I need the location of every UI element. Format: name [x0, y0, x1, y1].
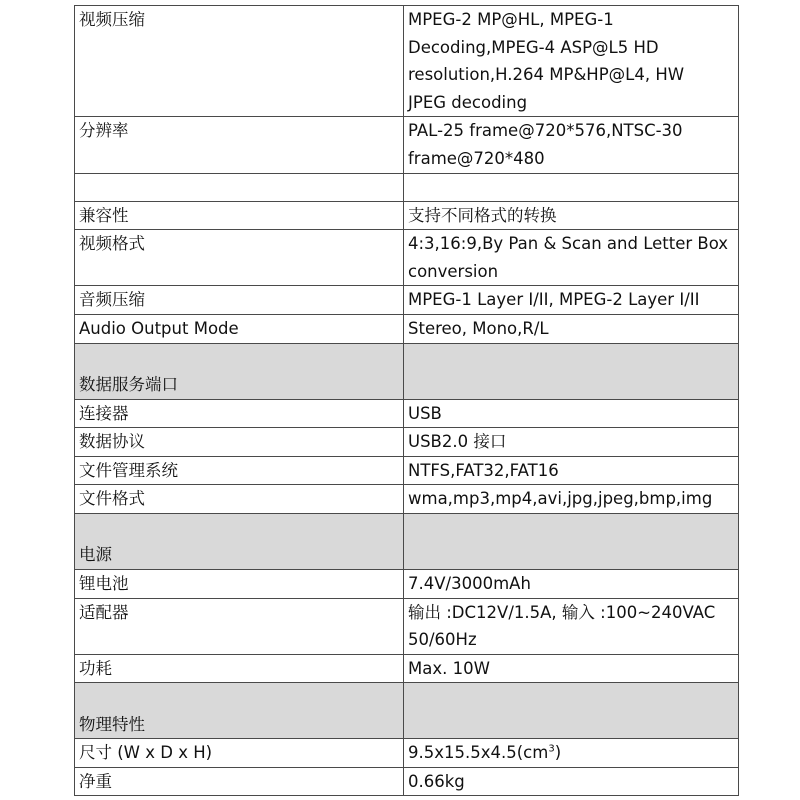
row-label: 功耗 [75, 654, 404, 683]
table-row [75, 428, 739, 457]
section-title: 电源 [75, 513, 404, 569]
dimension-value: 9.5x15.5x4.5(cm [408, 743, 549, 763]
table-row [75, 399, 739, 428]
table-row [75, 201, 739, 230]
row-value: Max. 10W [404, 654, 739, 683]
section-header-row [75, 343, 739, 399]
row-label: 视频压缩 [75, 6, 404, 117]
row-value [404, 173, 739, 201]
table-row [75, 117, 739, 173]
section-header-row [75, 513, 739, 569]
dimension-close-paren: ) [554, 743, 562, 763]
section-spacer [404, 683, 739, 739]
row-value: MPEG-1 Layer I/II, MPEG-2 Layer I/II [404, 286, 739, 315]
row-label: 文件管理系统 [75, 456, 404, 485]
row-value: USB [404, 399, 739, 428]
section-header-row [75, 683, 739, 739]
row-label: 音频压缩 [75, 286, 404, 315]
table-row [75, 286, 739, 315]
table-row [75, 456, 739, 485]
table-row [75, 314, 739, 343]
row-value [404, 739, 739, 768]
table-row [75, 230, 739, 286]
row-value: 支持不同格式的转换 [404, 201, 739, 230]
row-label [75, 173, 404, 201]
row-value: PAL-25 frame@720*576,NTSC-30 frame@720*480 [404, 117, 739, 173]
section-spacer [404, 343, 739, 399]
row-value: MPEG-2 MP@HL, MPEG-1 Decoding,MPEG-4 ASP@L5 HD resolution,H.264 MP&HP@L4, HW JPEG decoding [404, 6, 739, 117]
table-row [75, 6, 739, 117]
row-value: 7.4V/3000mAh [404, 569, 739, 598]
row-value: Stereo, Mono,R/L [404, 314, 739, 343]
row-label: Audio Output Mode [75, 314, 404, 343]
spec-table [74, 5, 739, 796]
row-value: USB2.0 接口 [404, 428, 739, 457]
row-label: 兼容性 [75, 201, 404, 230]
table-row [75, 654, 739, 683]
row-label: 连接器 [75, 399, 404, 428]
row-value: 4:3,16:9,By Pan & Scan and Letter Box conversion [404, 230, 739, 286]
unit-superscript: 3 [548, 743, 555, 755]
row-label: 锂电池 [75, 569, 404, 598]
table-row [75, 767, 739, 796]
table-row [75, 485, 739, 514]
section-title: 数据服务端口 [75, 343, 404, 399]
row-value: 输出 :DC12V/1.5A, 输入 :100~240VAC 50/60Hz [404, 598, 739, 654]
section-spacer [404, 513, 739, 569]
row-value: wma,mp3,mp4,avi,jpg,jpeg,bmp,img [404, 485, 739, 514]
row-label: 净重 [75, 767, 404, 796]
row-label: 分辨率 [75, 117, 404, 173]
table-row [75, 598, 739, 654]
row-label: 适配器 [75, 598, 404, 654]
section-title: 物理特性 [75, 683, 404, 739]
row-value: 0.66kg [404, 767, 739, 796]
table-row [75, 739, 739, 768]
row-label: 文件格式 [75, 485, 404, 514]
row-label: 视频格式 [75, 230, 404, 286]
row-label: 数据协议 [75, 428, 404, 457]
row-value: NTFS,FAT32,FAT16 [404, 456, 739, 485]
row-label: 尺寸 (W x D x H) [75, 739, 404, 768]
table-row [75, 569, 739, 598]
table-row [75, 173, 739, 201]
